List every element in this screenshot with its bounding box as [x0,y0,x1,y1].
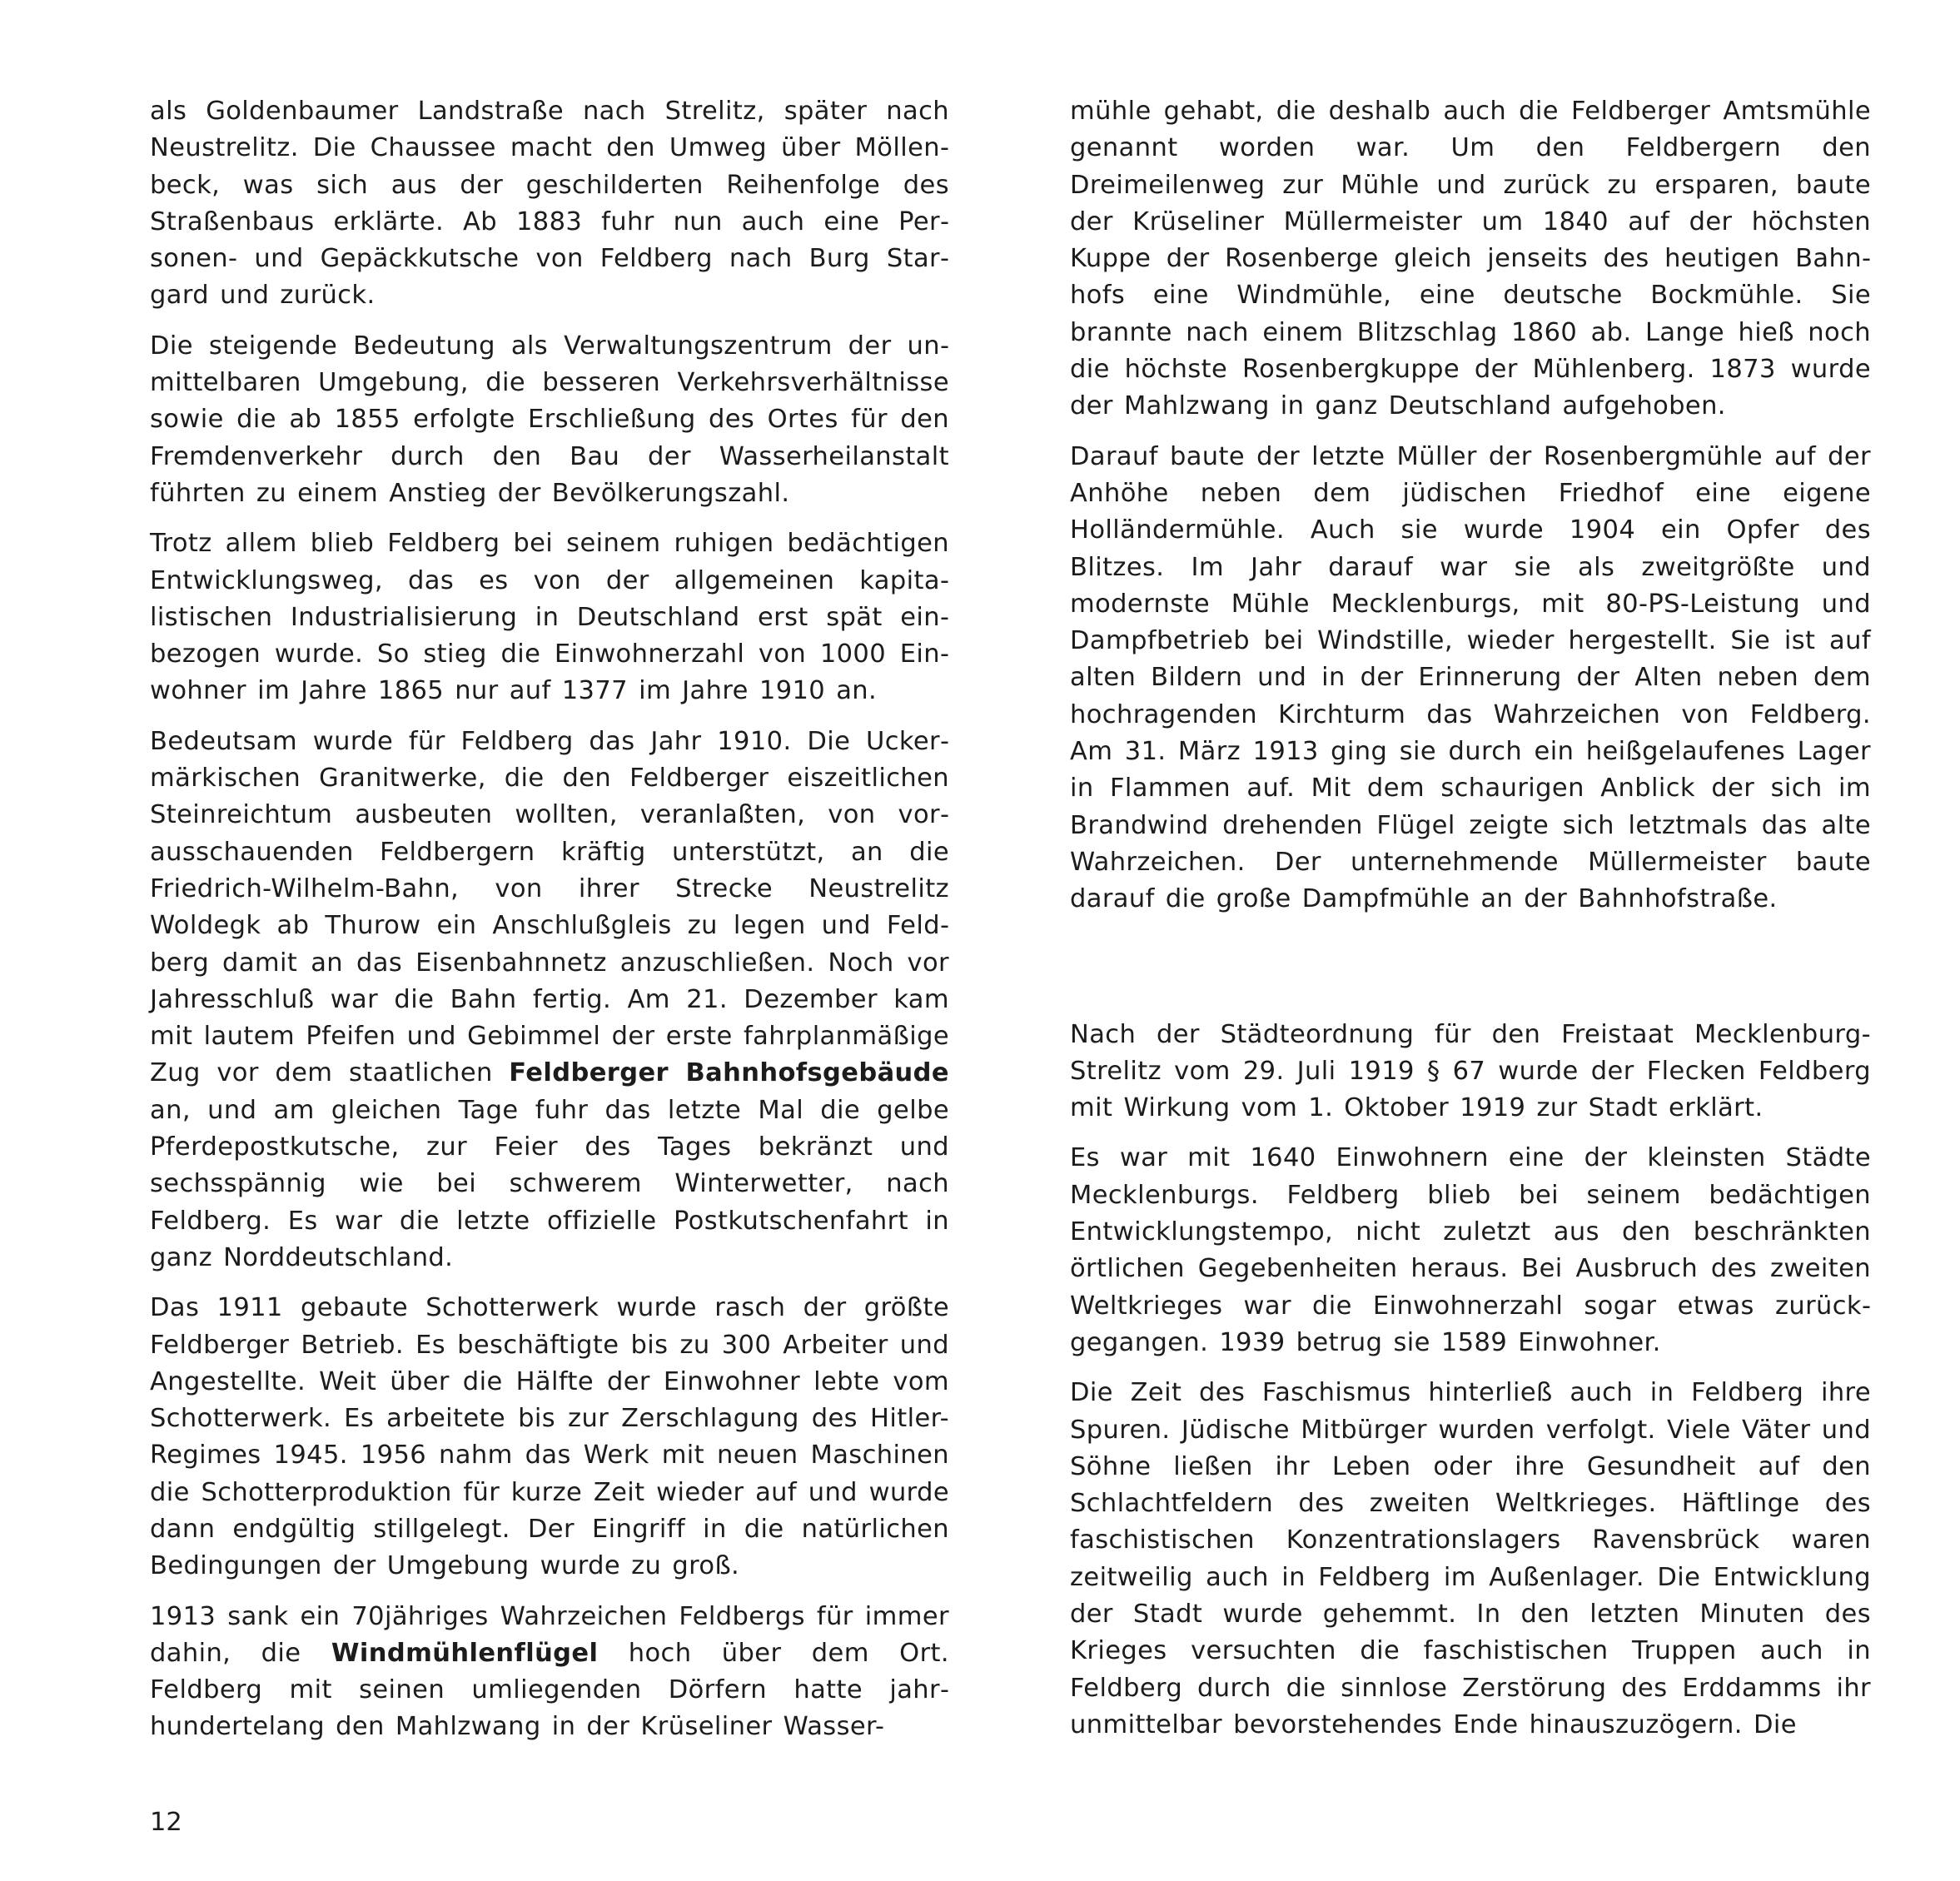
paragraph-text: 1913 sank ein 70jähriges Wahrzeichen Feldbergs für immer dahin, die [150,1601,949,1668]
paragraph-text: Die steigende Bedeutung als Verwaltungszentrum der unmittelbaren Umgebung, die besseren Verkehrsverhältnisse sowie die ab 1855 erfolgte Erschließung des Ortes für den Fremdenverkehr durch den Bau der Wasserheilanstalt führten zu einem Anstieg der Bevölkerungszahl. [150,331,949,508]
paragraph-text: Nach der Städteordnung für den Freistaat Mecklenburg-Strelitz vom 29. Juli 1919 § 67 wurde der Flecken Feldberg mit Wirkung vom 1. Oktober 1919 zur Stadt erklärt. [1070,1019,1871,1123]
left-text-column [150,93,949,1759]
paragraph-text: Trotz allem blieb Feldberg bei seinem ruhigen bedächtigen Entwicklungsweg, das es von der allgemeinen kapitalistischen Industrialisierung in Deutschland erst spät einbezogen wurde. So stieg die Einwohnerzahl von 1000 Einwohner im Jahre 1865 nur auf 1377 im Jahre 1910 an. [150,529,949,706]
paragraph-text: Das 1911 gebaute Schotterwerk wurde rasch der größte Feldberger Betrieb. Es beschäftigte bis zu 300 Arbeiter und Angestellte. Weit über die Hälfte der Einwohner lebte vom Schotterwerk. Es arbeitete bis zur Zerschlagung des Hitler-Regimes 1945. 1956 nahm das Werk mit neuen Maschinen die Schotterproduktion für kurze Zeit wieder auf und wurde dann endgültig stillgelegt. Der Eingriff in die natürlichen Bedingungen der Umgebung wurde zu groß. [150,1293,949,1581]
bold-term: Feldberger Bahnhofsgebäude [509,1058,949,1088]
page-number: 12 [150,1808,182,1837]
paragraph [150,525,949,709]
paragraph-text: Bedeutsam wurde für Feldberg das Jahr 1910. Die Uckermärkischen Granitwerke, die den Feldberger eiszeitlichen Steinreichtum ausbeuten wollten, veranlaßten, von vorausschauenden Feldbergern kräftig unterstützt, an die Friedrich-Wilhelm-Bahn, von ihrer Strecke Neustrelitz Woldegk ab Thurow ein Anschlußgleis zu legen und Feldberg damit an das Eisenbahnnetz anzuschließen. Noch vor Jahresschluß war die Bahn fertig. Am 21. Dezember kam mit lautem Pfeifen und Gebimmel der erste fahrplanmäßige Zug vor dem staatlichen [150,726,949,1088]
paragraph [150,724,949,1276]
paragraph [1070,93,1871,425]
bold-term: Windmühlenflügel [331,1638,599,1668]
paragraph-text: Darauf baute der letzte Müller der Rosenbergmühle auf der Anhöhe neben dem jüdischen Friedhof eine eigene Holländermühle. Auch sie wurde 1904 ein Opfer des Blitzes. Im Jahr darauf war sie als zweitgrößte und modernste Mühle Mecklenburgs, mit 80-PS-Leistung und Dampfbetrieb bei Windstille, wieder hergestellt. Sie ist auf alten Bildern und in der Erinnerung der Alten neben dem hochragenden Kirchturm das Wahrzeichen von Feldberg. Am 31. März 1913 ging sie durch ein heißgelaufenes Lager in Flammen auf. Mit dem schaurigen Anblick der sich im Brandwind drehenden Flügel zeigte sich letztmals das alte Wahrzeichen. Der unternehmende Müllermeister baute darauf die große Dampfmühle an der Bahnhofstraße. [1070,441,1871,914]
paragraph [1070,439,1871,918]
right-text-column [1070,93,1871,1757]
paragraph-text: an, und am gleichen Tage fuhr das letzte Mal die gelbe Pferdepostkutsche, zur Feier des Tages bekränzt und sechsspännig wie bei schwerem Winterwetter, nach Feldberg. Es war die letzte offizielle Postkutschenfahrt in ganz Norddeutschland. [150,1095,949,1272]
paragraph-text: hoch über dem Ort. Feldberg mit seinen umliegenden Dörfern hatte jahrhundertelang den Mahlzwang in der Krüseliner Wasser- [150,1638,949,1742]
paragraph [150,1290,949,1585]
paragraph-text: Es war mit 1640 Einwohnern eine der kleinsten Städte Mecklenburgs. Feldberg blieb bei seinem bedächtigen Entwicklungstempo, nicht zuletzt aus den beschränkten örtlichen Gegebenheiten heraus. Bei Ausbruch des zweiten Weltkrieges war die Einwohnerzahl sogar etwas zurückgegangen. 1939 betrug sie 1589 Einwohner. [1070,1143,1871,1357]
paragraph-text: als Goldenbaumer Landstraße nach Strelitz, später nach Neustrelitz. Die Chaussee macht den Umweg über Möllenbeck, was sich aus der geschilderten Reihenfolge des Straßenbaus erklärte. Ab 1883 fuhr nun auch eine Personen- und Gepäckkutsche von Feldberg nach Burg Stargard und zurück. [150,97,949,311]
paragraph [150,93,949,315]
paragraph [150,1599,949,1746]
paragraph [1070,1140,1871,1361]
paragraph-text: Die Zeit des Faschismus hinterließ auch in Feldberg ihre Spuren. Jüdische Mitbürger wurden verfolgt. Viele Väter und Söhne ließen ihr Leben oder ihre Gesundheit auf den Schlachtfeldern des zweiten Weltkrieges. Häftlinge des faschistischen Konzentrationslagers Ravensbrück waren zeitweilig auch in Feldberg im Außenlager. Die Entwicklung der Stadt wurde gehemmt. In den letzten Minuten des Krieges versuchten die faschistischen Truppen auch in Feldberg durch die sinnlose Zerstörung des Erddamms ihr unmittelbar bevorstehendes Ende hinauszuzögern. Die [1070,1378,1871,1739]
paragraph [1070,1017,1871,1127]
paragraph [150,328,949,512]
paragraph-text: mühle gehabt, die deshalb auch die Feldberger Amtsmühle genannt worden war. Um den Feldbergern den Dreimeilenweg zur Mühle und zurück zu ersparen, baute der Krüseliner Müllermeister um 1840 auf der höchsten Kuppe der Rosenberge gleich jenseits des heutigen Bahnhofs eine Windmühle, eine deutsche Bockmühle. Sie brannte nach einem Blitzschlag 1860 ab. Lange hieß noch die höchste Rosenbergkuppe der Mühlenberg. 1873 wurde der Mahlzwang in ganz Deutschland aufgehoben. [1070,97,1871,421]
paragraph [1070,1375,1871,1744]
